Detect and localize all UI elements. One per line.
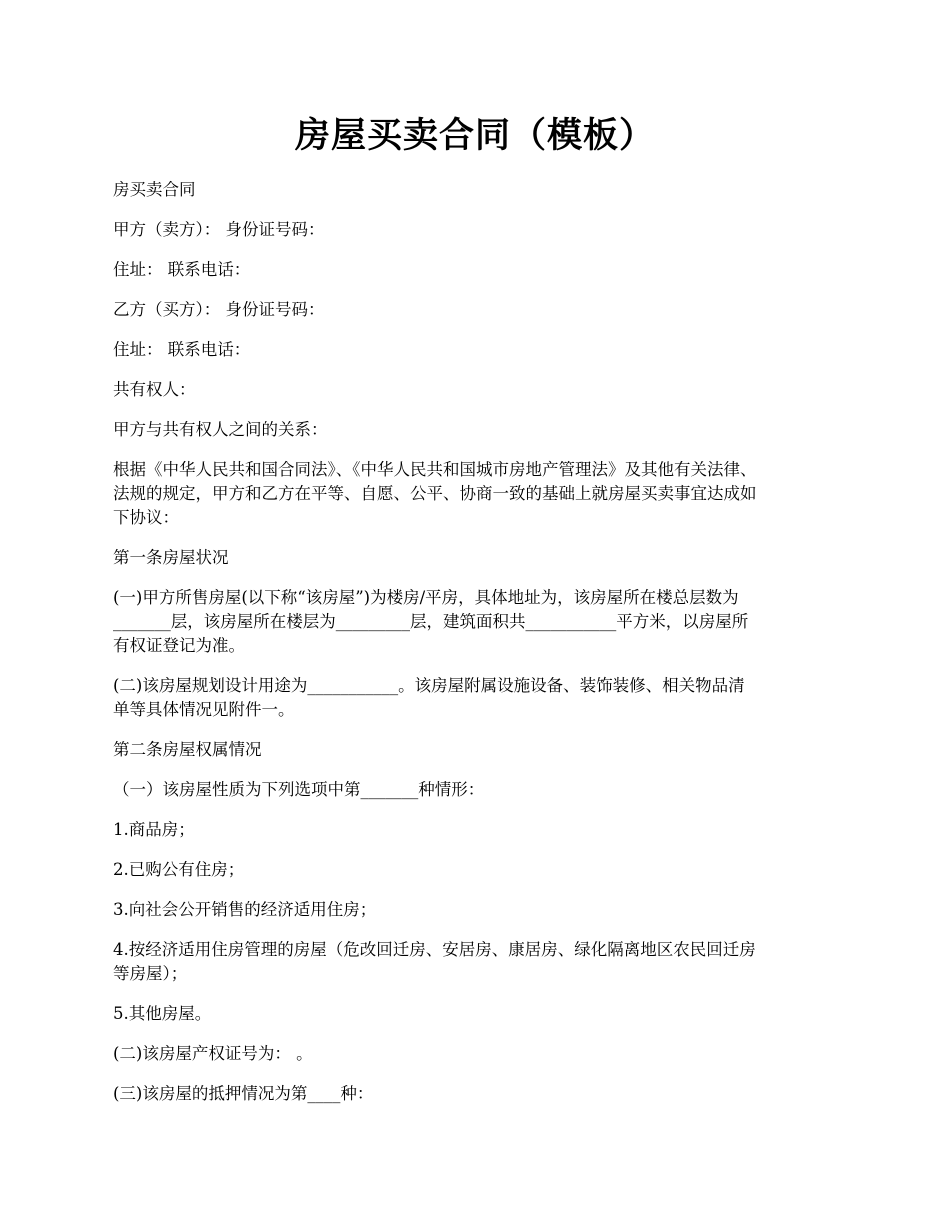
text-line: 第一条房屋状况 (113, 548, 229, 567)
text-line: 下协议： (113, 508, 179, 527)
paragraph-house-usage (113, 674, 848, 722)
text-line: 第二条房屋权属情况 (113, 740, 262, 759)
text-line: 乙方（买方）： 身份证号码： (113, 300, 325, 319)
text-line: (三)该房屋的抵押情况为第____种： (113, 1084, 374, 1103)
list-item-option-4 (113, 938, 848, 986)
list-item-option-1 (113, 818, 848, 842)
text-line: 住址： 联系电话： (113, 340, 251, 359)
text-line: 住址： 联系电话： (113, 260, 251, 279)
paragraph-certificate-number (113, 1042, 848, 1066)
text-line: 房买卖合同 (113, 180, 196, 199)
text-line: 单等具体情况见附件一。 (113, 700, 295, 719)
text-line: (二)该房屋规划设计用途为___________。该房屋附属设施设备、装饰装修、相关物品清 (113, 676, 745, 695)
paragraph-mortgage-status (113, 1082, 848, 1106)
paragraph-co-owner-relation (113, 418, 848, 442)
text-line: 等房屋）； (113, 964, 188, 983)
text-line: _______层，该房屋所在楼层为_________层，建筑面积共___________平方米，以房屋所 (113, 612, 749, 631)
paragraph-house-nature (113, 778, 848, 802)
text-line: 法规的规定，甲方和乙方在平等、自愿、公平、协商一致的基础上就房屋买卖事宜达成如 (113, 484, 757, 503)
list-item-option-5 (113, 1002, 848, 1026)
paragraph-legal-basis (113, 458, 848, 530)
paragraph-party-b-address (113, 338, 848, 362)
paragraph-house-description (113, 586, 848, 658)
document-body (113, 178, 848, 1122)
text-line: 3.向社会公开销售的经济适用住房； (113, 900, 377, 919)
paragraph-party-a-address (113, 258, 848, 282)
text-line: (二)该房屋产权证号为： 。 (113, 1044, 313, 1063)
document-title: 房屋买卖合同（模板） (294, 115, 655, 156)
text-line: 有权证登记为准。 (113, 636, 245, 655)
text-line: 1.商品房； (113, 820, 195, 839)
paragraph-party-a (113, 218, 848, 242)
text-line: （一）该房屋性质为下列选项中第_______种情形： (113, 780, 485, 799)
section-heading-article-1 (113, 546, 848, 570)
text-line: 2.已购公有住房； (113, 860, 245, 879)
text-line: 甲方（卖方）： 身份证号码： (113, 220, 325, 239)
text-line: 根据《中华人民共和国合同法》、《中华人民共和国城市房地产管理法》及其他有关法律、 (113, 460, 757, 479)
text-line: 甲方与共有权人之间的关系： (113, 420, 328, 439)
text-line: (一)甲方所售房屋(以下称“该房屋”)为楼房/平房，具体地址为，该房屋所在楼总层数为 (113, 588, 739, 607)
paragraph-contract-heading (113, 178, 848, 202)
paragraph-co-owner (113, 378, 848, 402)
section-heading-article-2 (113, 738, 848, 762)
list-item-option-2 (113, 858, 848, 882)
text-line: 共有权人： (113, 380, 196, 399)
text-line: 4.按经济适用住房管理的房屋（危改回迁房、安居房、康居房、绿化隔离地区农民回迁房 (113, 940, 756, 959)
list-item-option-3 (113, 898, 848, 922)
paragraph-party-b (113, 298, 848, 322)
text-line: 5.其他房屋。 (113, 1004, 212, 1023)
